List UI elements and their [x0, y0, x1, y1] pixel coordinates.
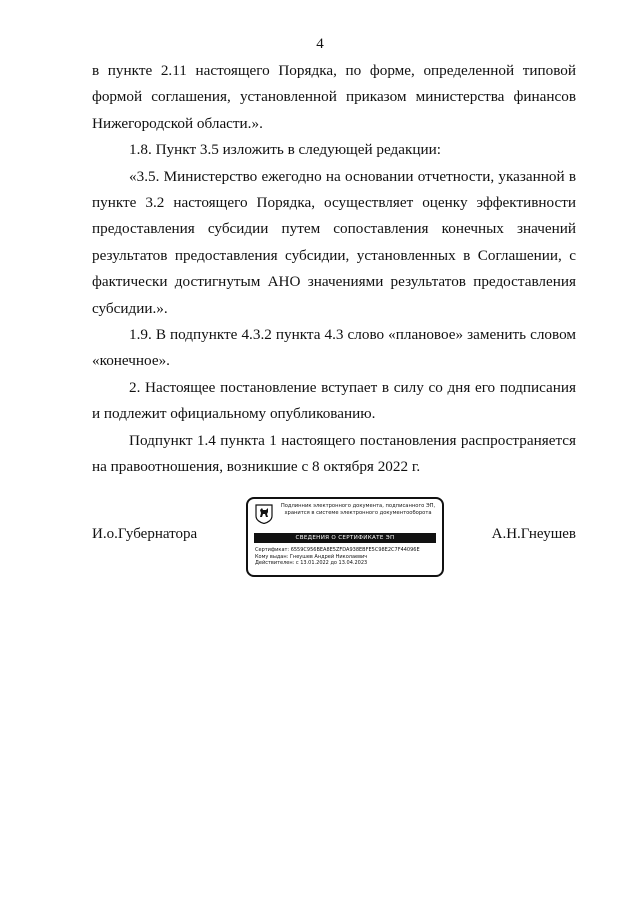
paragraph-1-9: 1.9. В подпункте 4.3.2 пункта 4.3 слово «плановое» заменить словом «конечное». [92, 326, 576, 370]
stamp-issued-to: Кому выдан: Гнеушев Андрей Николаевич [255, 553, 368, 560]
paragraph-1-8: 1.8. Пункт 3.5 изложить в следующей редакции: [129, 141, 442, 159]
signatory-position: И.о.Губернатора [92, 526, 198, 542]
page-number: 4 [316, 36, 324, 52]
stamp-certificate: Сертификат: 6559C956BEA8E5ZFDA938EBFE5C98E2C7F44096E [255, 547, 420, 553]
signatory-name: А.Н.Гнеушев [491, 526, 576, 542]
stamp-header-line-2: хранится в системе электронного документооборота [284, 509, 432, 516]
stamp-header [278, 503, 438, 516]
signature-block [0, 497, 640, 587]
electronic-signature-stamp [246, 497, 444, 577]
stamp-valid: Действителен: с 13.01.2022 до 13.04.2023 [255, 560, 368, 567]
document-body [92, 58, 576, 481]
paragraph-applicability: Подпункт 1.4 пункта 1 настоящего постановления распространяется на правоотношения, возникшие с 8 октября 2022 г. [92, 431, 576, 476]
paragraph-continuation: в пункте 2.11 настоящего Порядка, по форме, определенной типовой формой соглашения, установленной приказом министерства финансов Нижегородской области.». [92, 62, 576, 132]
paragraph-3-5-quote: «3.5. Министерство ежегодно на основании отчетности, указанной в пункте 3.2 настоящего Порядка, осуществляет оценку эффективности предоставления субсидии путем сопоставления конечных значений результатов предоставления субсидии, установленных в Соглашении, с фактически достигнутым АНО значениями результатов предоставления субсидии.». [92, 167, 576, 317]
stamp-title-bar: СВЕДЕНИЯ О СЕРТИФИКАТЕ ЭП [254, 533, 436, 543]
paragraph-2: 2. Настоящее постановление вступает в силу со дня его подписания и подлежит официальному опубликованию. [92, 378, 576, 423]
coat-of-arms-icon [255, 504, 273, 524]
stamp-details [255, 547, 439, 567]
stamp-header-line-1: Подлинник электронного документа, подписанного ЭП, [280, 503, 436, 509]
